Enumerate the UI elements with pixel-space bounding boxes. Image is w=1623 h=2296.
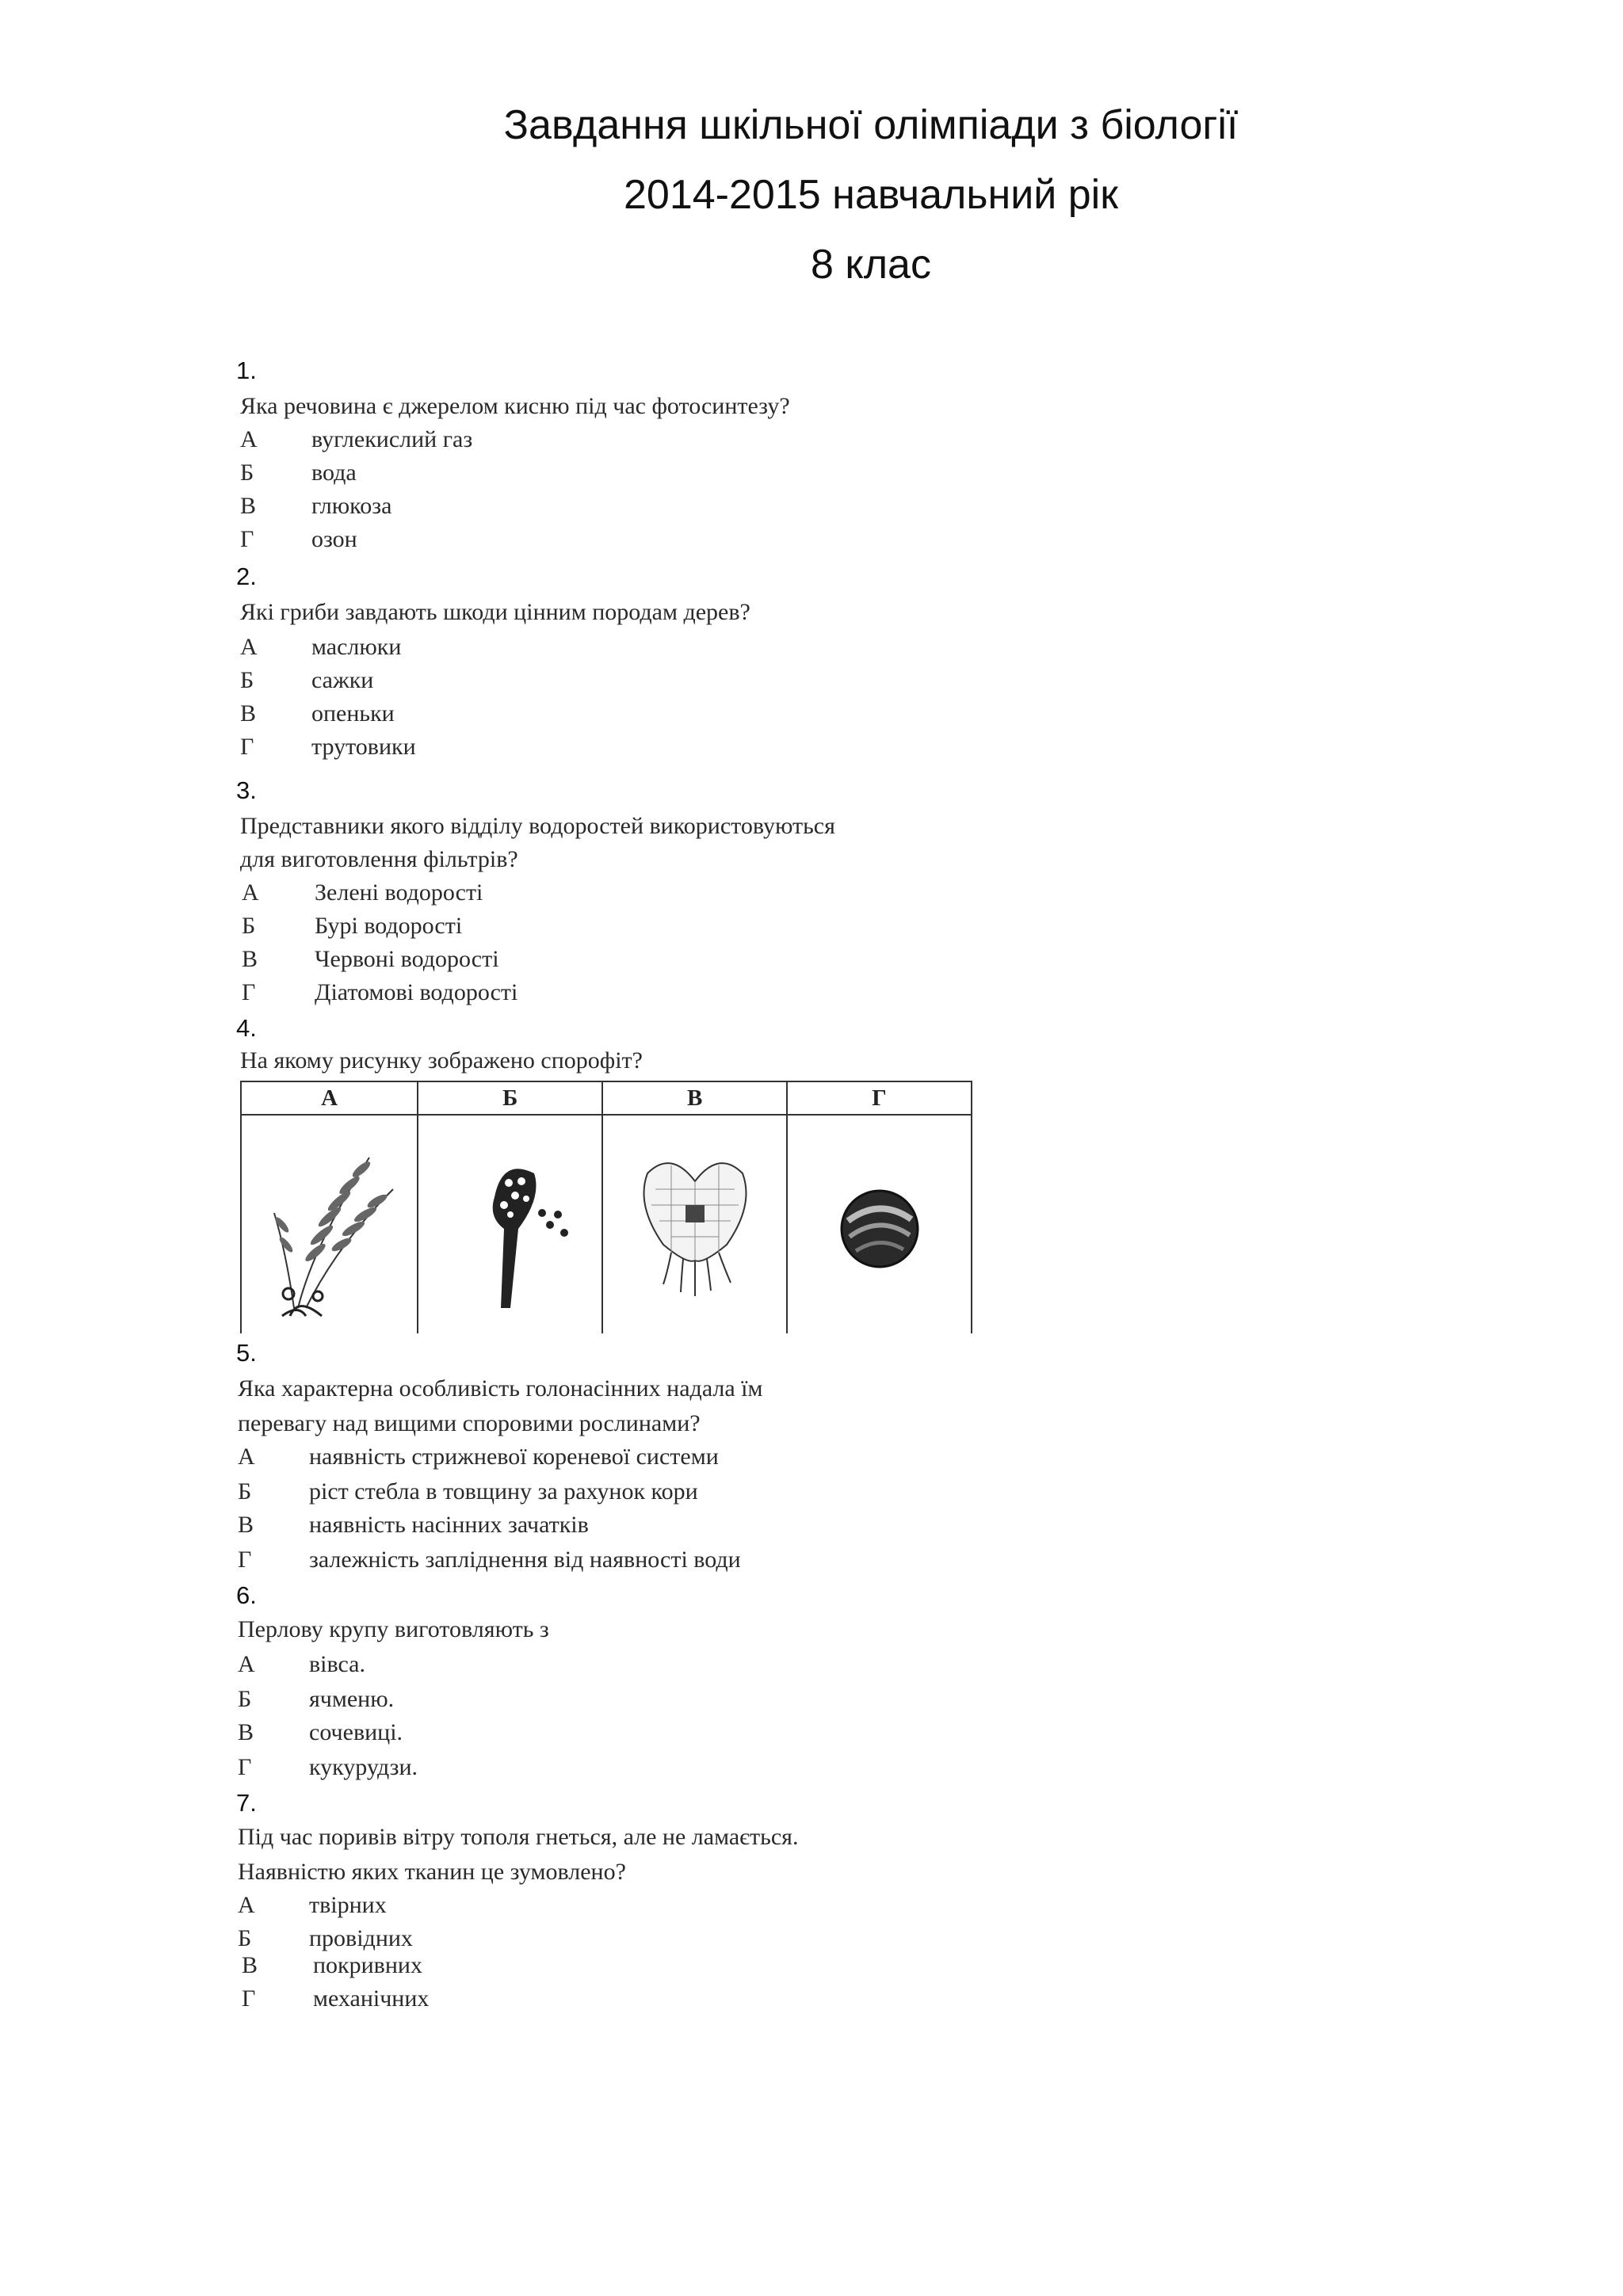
option-letter: А bbox=[238, 1651, 255, 1677]
option-letter: В bbox=[240, 700, 257, 727]
option-letter: А bbox=[238, 1444, 255, 1470]
picture-header: В bbox=[602, 1081, 787, 1115]
option-text: вівса. bbox=[309, 1651, 365, 1677]
option-letter: Г bbox=[242, 979, 256, 1005]
question-text: Наявністю яких тканин це зумовлено? bbox=[238, 1859, 626, 1885]
question-text: Які гриби завдають шкоди цінним породам дерев? bbox=[240, 599, 750, 625]
question-text: перевагу над вищими споровими рослинами? bbox=[238, 1410, 701, 1436]
option-letter: В bbox=[242, 1952, 258, 1978]
option-letter: Б bbox=[240, 460, 254, 486]
spore-icon bbox=[800, 1126, 959, 1324]
question-number: 4. bbox=[236, 1014, 257, 1042]
option-letter: Г bbox=[240, 734, 254, 760]
grade-label: 8 клас bbox=[811, 242, 931, 288]
option-text: Діатомові водорості bbox=[315, 979, 518, 1005]
option-text: сочевиці. bbox=[309, 1719, 403, 1745]
option-text: Бурі водорості bbox=[315, 913, 463, 939]
option-letter: Г bbox=[238, 1754, 252, 1780]
option-letter: Б bbox=[240, 667, 254, 693]
option-text: маслюки bbox=[311, 634, 402, 660]
option-letter: Б bbox=[238, 1478, 252, 1505]
option-text: ріст стебла в товщину за рахунок кори bbox=[309, 1478, 698, 1505]
question-text: Яка характерна особливість голонасінних надала їм bbox=[238, 1375, 763, 1402]
question-number: 7. bbox=[236, 1789, 257, 1817]
question-text: Перлову крупу виготовляють з bbox=[238, 1616, 549, 1642]
picture-header: Б bbox=[418, 1081, 602, 1115]
option-letter: А bbox=[240, 634, 258, 660]
option-text: ячменю. bbox=[309, 1686, 395, 1712]
question-text: Під час поривів вітру тополя гнеться, але не ламається. bbox=[238, 1824, 799, 1850]
option-text: твірних bbox=[309, 1892, 387, 1918]
picture-cell bbox=[787, 1115, 972, 1333]
option-text: Зелені водорості bbox=[315, 879, 483, 906]
question-text: На якому рисунку зображено спорофіт? bbox=[240, 1047, 643, 1074]
document-title: Завдання шкільної олімпіади з біології bbox=[503, 102, 1239, 148]
option-text: кукурудзи. bbox=[309, 1754, 418, 1780]
picture-cell bbox=[602, 1115, 787, 1333]
option-text: озон bbox=[311, 526, 357, 552]
option-letter: Б bbox=[242, 913, 256, 939]
picture-table bbox=[240, 1081, 972, 1333]
school-year: 2014-2015 навчальний рік bbox=[624, 172, 1118, 218]
option-letter: В bbox=[242, 946, 258, 972]
question-text: Яка речовина є джерелом кисню під час фотосинтезу? bbox=[240, 393, 790, 419]
option-text: вуглекислий газ bbox=[311, 426, 473, 452]
question-number: 2. bbox=[236, 563, 257, 590]
question-text: Представники якого відділу водоростей використовуються bbox=[240, 813, 835, 839]
option-text: сажки bbox=[311, 667, 374, 693]
option-text: провідних bbox=[309, 1925, 413, 1951]
option-letter: В bbox=[238, 1512, 254, 1538]
option-text: залежність запліднення від наявності води bbox=[309, 1547, 741, 1573]
option-text: наявність насінних зачатків bbox=[309, 1512, 589, 1538]
question-number: 5. bbox=[236, 1339, 257, 1367]
picture-cell bbox=[241, 1115, 418, 1333]
option-letter: Г bbox=[242, 1985, 256, 2012]
picture-header: А bbox=[241, 1081, 418, 1115]
option-text: наявність стрижневої кореневої системи bbox=[309, 1444, 719, 1470]
option-letter: Г bbox=[240, 526, 254, 552]
option-letter: А bbox=[242, 879, 259, 906]
option-text: механічних bbox=[313, 1985, 430, 2012]
option-letter: В bbox=[238, 1719, 254, 1745]
question-number: 1. bbox=[236, 357, 257, 384]
picture-header: Г bbox=[787, 1081, 972, 1115]
option-text: покривних bbox=[313, 1952, 422, 1978]
option-text: опеньки bbox=[311, 700, 395, 727]
option-letter: Г bbox=[238, 1547, 252, 1573]
option-letter: А bbox=[240, 426, 258, 452]
gametophyte-icon bbox=[616, 1126, 774, 1324]
option-letter: В bbox=[240, 493, 257, 519]
option-text: трутовики bbox=[311, 734, 416, 760]
option-text: глюкоза bbox=[311, 493, 392, 519]
option-text: Червоні водорості bbox=[315, 946, 499, 972]
sporangium-icon bbox=[431, 1126, 590, 1324]
fern-plant-icon bbox=[250, 1126, 409, 1324]
picture-cell bbox=[418, 1115, 602, 1333]
question-text: для виготовлення фільтрів? bbox=[240, 846, 518, 872]
option-letter: Б bbox=[238, 1925, 252, 1951]
question-number: 3. bbox=[236, 776, 257, 804]
question-number: 6. bbox=[236, 1581, 257, 1609]
option-letter: Б bbox=[238, 1686, 252, 1712]
option-letter: А bbox=[238, 1892, 255, 1918]
option-text: вода bbox=[311, 460, 357, 486]
